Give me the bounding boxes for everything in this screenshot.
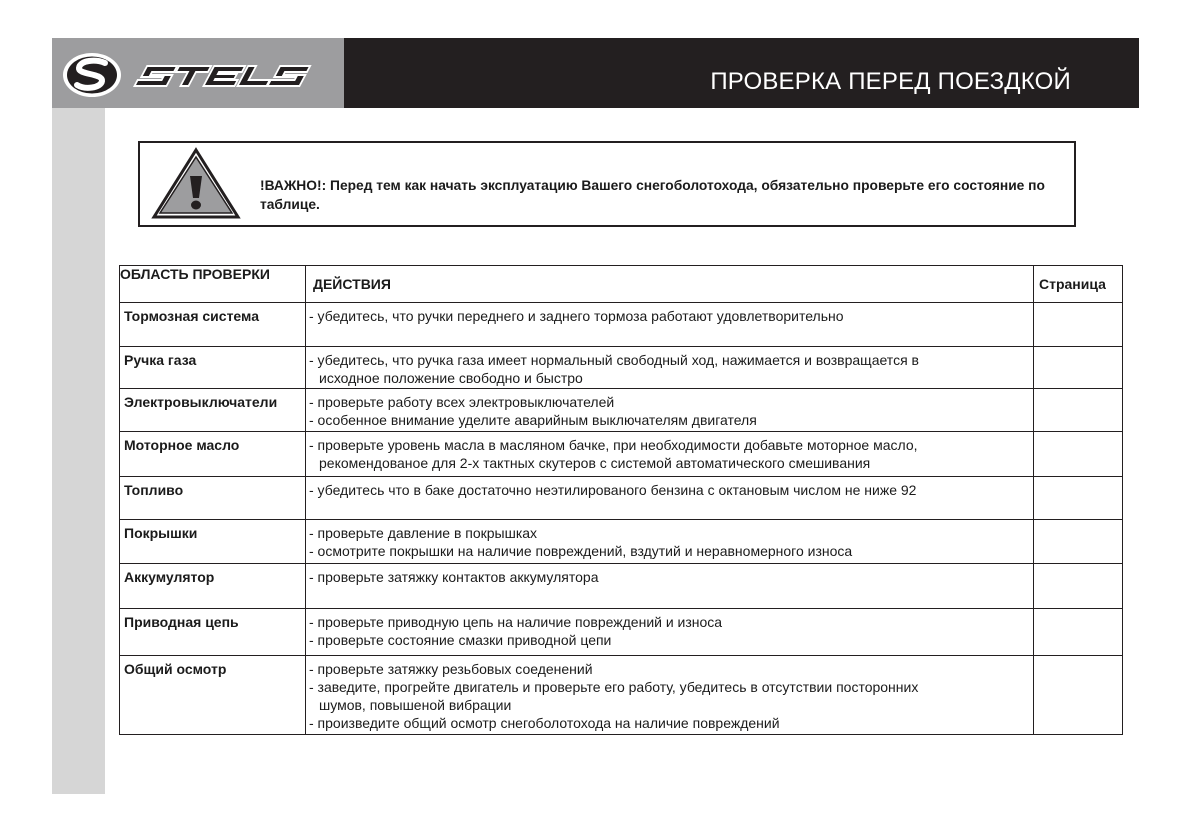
table-row (120, 303, 1123, 347)
page-reference-cell (1034, 347, 1123, 389)
table-header-row (120, 266, 1123, 303)
action-line: - проверьте затяжку контактов аккумулятора (309, 569, 599, 585)
page-reference-cell (1034, 656, 1123, 735)
check-actions-cell (306, 520, 1034, 564)
action-line: - особенное внимание уделите аварийным выключателям двигателя (309, 412, 757, 428)
check-actions-cell (306, 432, 1034, 477)
check-area-cell: Моторное масло (120, 432, 306, 477)
column-header-page: Страница (1034, 266, 1123, 303)
stels-logo-icon (52, 38, 344, 108)
action-line: - убедитесь что в баке достаточно неэтилированого бензина с октановым числом не ниже 92 (309, 482, 917, 498)
warning-triangle-icon (150, 146, 242, 220)
action-line: - проверьте уровень масла в масляном бачке, при необходимости добавьте моторное масло, (309, 437, 918, 453)
brand-logo (52, 38, 344, 108)
page-reference-cell (1034, 389, 1123, 432)
action-line: - проверьте давление в покрышках (309, 525, 538, 541)
check-actions-cell (306, 609, 1034, 656)
table-row (120, 389, 1123, 432)
check-actions-cell (306, 656, 1034, 735)
page-reference-cell (1034, 564, 1123, 609)
action-line: - убедитесь, что ручка газа имеет нормальный свободный ход, нажимается и возвращается в (309, 352, 919, 368)
action-line: - убедитесь, что ручки переднего и заднего тормоза работают удовлетворительно (309, 308, 844, 324)
column-header-area: ОБЛАСТЬ ПРОВЕРКИ (120, 266, 306, 303)
pre-ride-checklist-table (119, 265, 1123, 735)
side-margin-strip (52, 108, 105, 794)
check-actions-cell (306, 389, 1034, 432)
check-area-cell: Электровыключатели (120, 389, 306, 432)
table-row (120, 564, 1123, 609)
action-line: - проверьте затяжку резьбовых соеденений (309, 661, 593, 677)
table-row (120, 656, 1123, 735)
page-header (52, 38, 1139, 108)
table-row (120, 477, 1123, 520)
action-line: - осмотрите покрышки на наличие повреждений, вздутий и неравномерного износа (309, 543, 853, 559)
page-reference-cell (1034, 477, 1123, 520)
warning-text: !ВАЖНО!: Перед тем как начать эксплуатацию Вашего снегоболотохода, обязательно проверьте его состояние по таблице. (260, 178, 1045, 212)
table-row (120, 520, 1123, 564)
check-area-cell: Общий осмотр (120, 656, 306, 735)
action-line: - заведите, прогрейте двигатель и проверьте его работу, убедитесь в отсутствии посторонних (309, 679, 919, 695)
table-row (120, 609, 1123, 656)
table-row (120, 347, 1123, 389)
check-area-cell: Аккумулятор (120, 564, 306, 609)
action-line: рекомендованое для 2-х тактных скутеров с системой автоматического смешивания (319, 455, 871, 471)
check-actions-cell (306, 347, 1034, 389)
check-area-cell: Топливо (120, 477, 306, 520)
page-title: ПРОВЕРКА ПЕРЕД ПОЕЗДКОЙ (710, 68, 1071, 95)
check-area-cell: Покрышки (120, 520, 306, 564)
action-line: исходное положение свободно и быстро (319, 370, 583, 386)
action-line: - произведите общий осмотр снегоболотохода на наличие повреждений (309, 715, 780, 731)
action-line: шумов, повышеной вибрации (319, 697, 512, 713)
check-actions-cell (306, 564, 1034, 609)
check-area-cell: Тормозная система (120, 303, 306, 347)
column-header-actions: ДЕЙСТВИЯ (306, 266, 1034, 303)
action-line: - проверьте работу всех электровыключателей (309, 394, 615, 410)
table-row (120, 432, 1123, 477)
warning-box (138, 141, 1076, 227)
action-line: - проверьте приводную цепь на наличие повреждений и износа (309, 614, 723, 630)
page-reference-cell (1034, 609, 1123, 656)
page-reference-cell (1034, 520, 1123, 564)
action-line: - проверьте состояние смазки приводной цепи (309, 632, 612, 648)
check-area-cell: Ручка газа (120, 347, 306, 389)
page-reference-cell (1034, 303, 1123, 347)
check-actions-cell (306, 303, 1034, 347)
table-body (120, 303, 1123, 735)
check-area-cell: Приводная цепь (120, 609, 306, 656)
page-reference-cell (1034, 432, 1123, 477)
check-actions-cell (306, 477, 1034, 520)
